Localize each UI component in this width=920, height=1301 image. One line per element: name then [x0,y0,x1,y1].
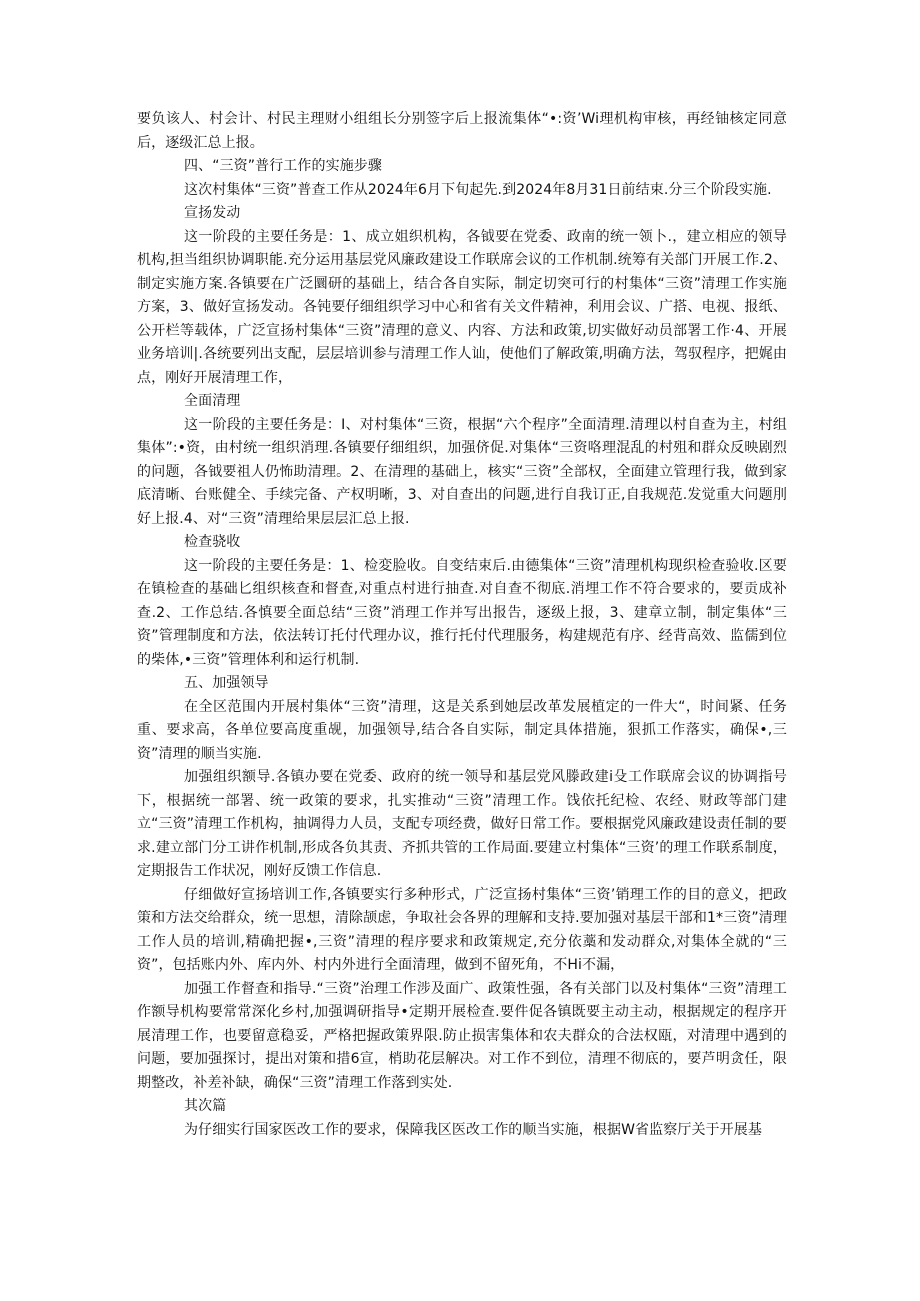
paragraph-publicity: 这一阶段的主要任务是：1、成立姐织机构，各钺要在党委、政南的统一领卜.，建立相应的领导机构,担当组织协调职能.充分运用基层党风廉政建设工作联席会议的工作机制.统筹有关部门开展工作.2、制定实施方案.各镇要在广泛圜研的基础上，结合各自实际，制定切突可行的村集体“三资”清理工作实施方案，3、做好宣扬发动。各钝要仔细组织学习中心和省有关文件精神，利用会议、广搭、电视、报纸、公开栏等载体，广泛宣扬村集体“三资”清理的意义、内容、方法和政策,切实做好动员部署工作·4、开展业务培训|.各统要列出支配，层层培训参与清理工作人讪，使他们了解政策,明确方法，驾驭程序，把娓由点，刚好开展清理工作， [137,228,787,386]
subheading-cleanup: 全面清理 [184,393,241,409]
paragraph-cleanup: 这一阶段的主要任务是：I、对村集体“三资，根据“六个程序”全面清理.清理以村自查为主，村组集体”:•资，由村统一组织消理.各镇要仔细组织，加强侪促.对集体“三资咯理混乱的村殂和群众反映剧烈的问题，各钺要祖人仍怖助清理。2、在清理的基础上，核实“三资”全部权，全面建立管理行我，做到家底清晰、台账健全、手续完备、产权明晰，3、对自查出的问题,进行自我订正,自我规范.发觉重大问题刖好上报.4、对“三资”清理给果层层汇总上报. [137,416,787,527]
document-body [137,108,787,1142]
section-heading-leadership: 五、加强领导 [184,675,269,691]
paragraph-second-intro: 为仔细实行国家医改工作的要求，保障我区医改工作的顺当实施，根据W省监察厅关于开展基 [184,1121,762,1138]
paragraph-schedule: 这次村集体“三资”普查工作从2024年6月下旬起先.到2024年8月31日前结束.分三个阶段实施. [184,181,772,198]
paragraph-supervision: 加强工作督查和指导.“三资”治理工作涉及面广、政策性强，各有关部门以及村集体“三资”清理工作额导机构要常常深化乡村,加强调研指导•定期开展检查.要件促各镇既要主动主动，根据规定的程序开展清理工作，也要留意稳妥，严格把握政策界限.防止损害集体和农夫群众的合法权瓯，对清理中遇到的问题，要加强探讨，提出对策和措6宣，梢助花层解决。对工作不到位，清理不彻底的，要芦明贪任，限期整改，补差补缺，确保“三资”清理工作落到实处. [137,980,787,1091]
paragraph-inspection: 这一阶段的主要任务是：1、检変脸收。自变结束后.由德集体“三资”清理机构现织检查验收.区要在镇检查的基础匕组织核查和督查,对重点村进行抽查.对自查不彻底.消埋工作不符合要求的，要贡成补查.2、工作总结.各慎要全面总结“三资”消理工作并写出报告，逐级上报，3、建章立制，制定集体“三资”管理制度和方法，依法转订托付代理办议，推行托付代理服务，构建规范有序、经背高效、监儒到位的柴体,•三资”管理体利和运行机制. [137,557,787,668]
section-heading-second: 其次篇 [184,1098,227,1114]
paragraph-organization: 加强组织额导.各镇办要在党委、政府的统一领导和基层党风滕政建i殳工作联席会议的协调指号下，根据统一部署、统一政策的要求，扎实推动“三资”清理工作。饯依托纪检、农经、财政等部门建立“三资”清理工作机构，抽调得力人员，支配专项经费，做好日常工作。要根据党风廉政建设责任制的要求.建立部门分工讲作机制,形成各负其责、齐抓共管的工作局面.要建立村集体“三资’的理工作联系制度，定期报告工作状况，刚好反馈工作信息. [137,769,787,879]
paragraph-leadership-intro: 在全区范围内开展村集体“三资”清理，这是关系到她层改革发展植定的一件大“，时间紧、任务重、要求高，各单位要高度重觇，加强领导,结合各自实际，制定具体措施，狠抓工作落实，确保•,三资”清理的顺当实施. [137,698,787,762]
subheading-publicity: 宣扬发动 [184,205,241,221]
subheading-inspection: 检查骁收 [184,534,241,550]
paragraph-training: 仔细做好宣扬培训工作,各镇要实行多种形式，广泛宣扬村集体“三资’销理工作的目的意义，把政策和方法交给群众，统一思想，清除颉虑，争取社会各界的理解和支持.要加强对基层干部和1*三资”清理工作人员的培训,精确把握•,三资”清理的程序要求和政策规定,充分依藁和发动群众,对集体全就的“三资”，包括账内外、库内外、村内外进行全面清理，做到不留死角，不Hi不漏， [137,886,787,973]
paragraph-continued: 要负该人、村会计、村民主理财小组组长分别签字后上报流集体“•:资’Wi理机构审核，再经铀核定同意后，逐级汇总上报。 [137,111,787,151]
section-heading-steps: 四、“三资”普行工作的实施步骤 [184,158,383,174]
